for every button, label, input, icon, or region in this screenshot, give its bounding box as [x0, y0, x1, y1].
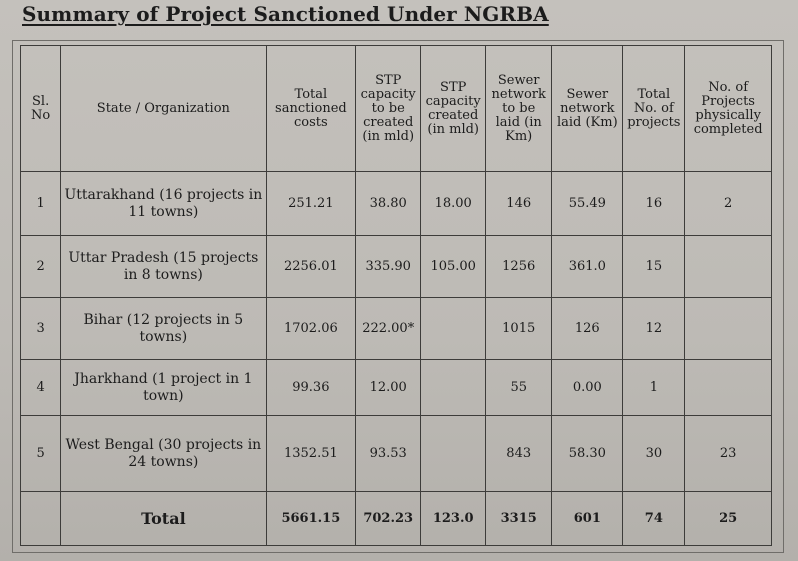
- total-sewer-to-lay: 3315: [486, 492, 552, 546]
- cell-sl: 2: [21, 236, 61, 298]
- cell-state: Uttar Pradesh (15 projects in 8 towns): [61, 236, 266, 298]
- cell-total-costs: 251.21: [266, 172, 356, 236]
- header-stp-created: STP capacity created (in mld): [421, 46, 486, 172]
- header-sl-no: Sl. No: [21, 46, 61, 172]
- cell-stp-to-create: 12.00: [356, 360, 421, 416]
- table-row: [21, 298, 772, 360]
- cell-total-projects: 30: [623, 416, 685, 492]
- cell-completed: 2: [685, 172, 772, 236]
- cell-sewer-laid: 55.49: [552, 172, 623, 236]
- cell-total-costs: 99.36: [266, 360, 356, 416]
- total-costs: 5661.15: [266, 492, 356, 546]
- cell-total-projects: 1: [623, 360, 685, 416]
- cell-total-projects: 15: [623, 236, 685, 298]
- cell-total-costs: 1352.51: [266, 416, 356, 492]
- header-total-projects: Total No. of projects: [623, 46, 685, 172]
- cell-total-costs: 2256.01: [266, 236, 356, 298]
- table-row: [21, 416, 772, 492]
- cell-sl: 4: [21, 360, 61, 416]
- table-row: [21, 172, 772, 236]
- cell-sewer-to-lay: 146: [486, 172, 552, 236]
- cell-stp-to-create: 222.00*: [356, 298, 421, 360]
- cell-stp-to-create: 93.53: [356, 416, 421, 492]
- header-completed: No. of Projects physically completed: [685, 46, 772, 172]
- cell-completed: 23: [685, 416, 772, 492]
- cell-stp-to-create: 335.90: [356, 236, 421, 298]
- cell-completed: [685, 236, 772, 298]
- cell-state: West Bengal (30 projects in 24 towns): [61, 416, 266, 492]
- cell-sewer-laid: 126: [552, 298, 623, 360]
- cell-sewer-laid: 361.0: [552, 236, 623, 298]
- cell-completed: [685, 360, 772, 416]
- header-sewer-laid: Sewer network laid (Km): [552, 46, 623, 172]
- total-sewer-laid: 601: [552, 492, 623, 546]
- cell-sewer-to-lay: 1256: [486, 236, 552, 298]
- header-stp-to-create: STP capacity to be created (in mld): [356, 46, 421, 172]
- cell-state: Jharkhand (1 project in 1 town): [61, 360, 266, 416]
- cell-state: Uttarakhand (16 projects in 11 towns): [61, 172, 266, 236]
- table-row: [21, 236, 772, 298]
- cell-stp-created: [421, 298, 486, 360]
- cell-sl: 3: [21, 298, 61, 360]
- cell-total-costs: 1702.06: [266, 298, 356, 360]
- cell-stp-created: [421, 360, 486, 416]
- cell-stp-to-create: 38.80: [356, 172, 421, 236]
- cell-total-projects: 16: [623, 172, 685, 236]
- cell-sewer-to-lay: 55: [486, 360, 552, 416]
- summary-table: [20, 45, 772, 546]
- cell-sewer-laid: 0.00: [552, 360, 623, 416]
- table-row: [21, 360, 772, 416]
- header-sewer-to-lay: Sewer network to be laid (in Km): [486, 46, 552, 172]
- total-stp-created: 123.0: [421, 492, 486, 546]
- cell-sl-empty: [21, 492, 61, 546]
- cell-sl: 1: [21, 172, 61, 236]
- cell-total-projects: 12: [623, 298, 685, 360]
- total-stp-to-create: 702.23: [356, 492, 421, 546]
- total-label: Total: [61, 492, 266, 546]
- cell-sewer-laid: 58.30: [552, 416, 623, 492]
- cell-completed: [685, 298, 772, 360]
- cell-state: Bihar (12 projects in 5 towns): [61, 298, 266, 360]
- cell-stp-created: 105.00: [421, 236, 486, 298]
- header-total-costs: Total sanctioned costs: [266, 46, 356, 172]
- total-completed: 25: [685, 492, 772, 546]
- total-projects: 74: [623, 492, 685, 546]
- cell-sewer-to-lay: 1015: [486, 298, 552, 360]
- page-title: Summary of Project Sanctioned Under NGRBA: [22, 2, 549, 26]
- cell-sewer-to-lay: 843: [486, 416, 552, 492]
- cell-sl: 5: [21, 416, 61, 492]
- header-row: [21, 46, 772, 172]
- cell-stp-created: [421, 416, 486, 492]
- total-row: [21, 492, 772, 546]
- header-state: State / Organization: [61, 46, 266, 172]
- cell-stp-created: 18.00: [421, 172, 486, 236]
